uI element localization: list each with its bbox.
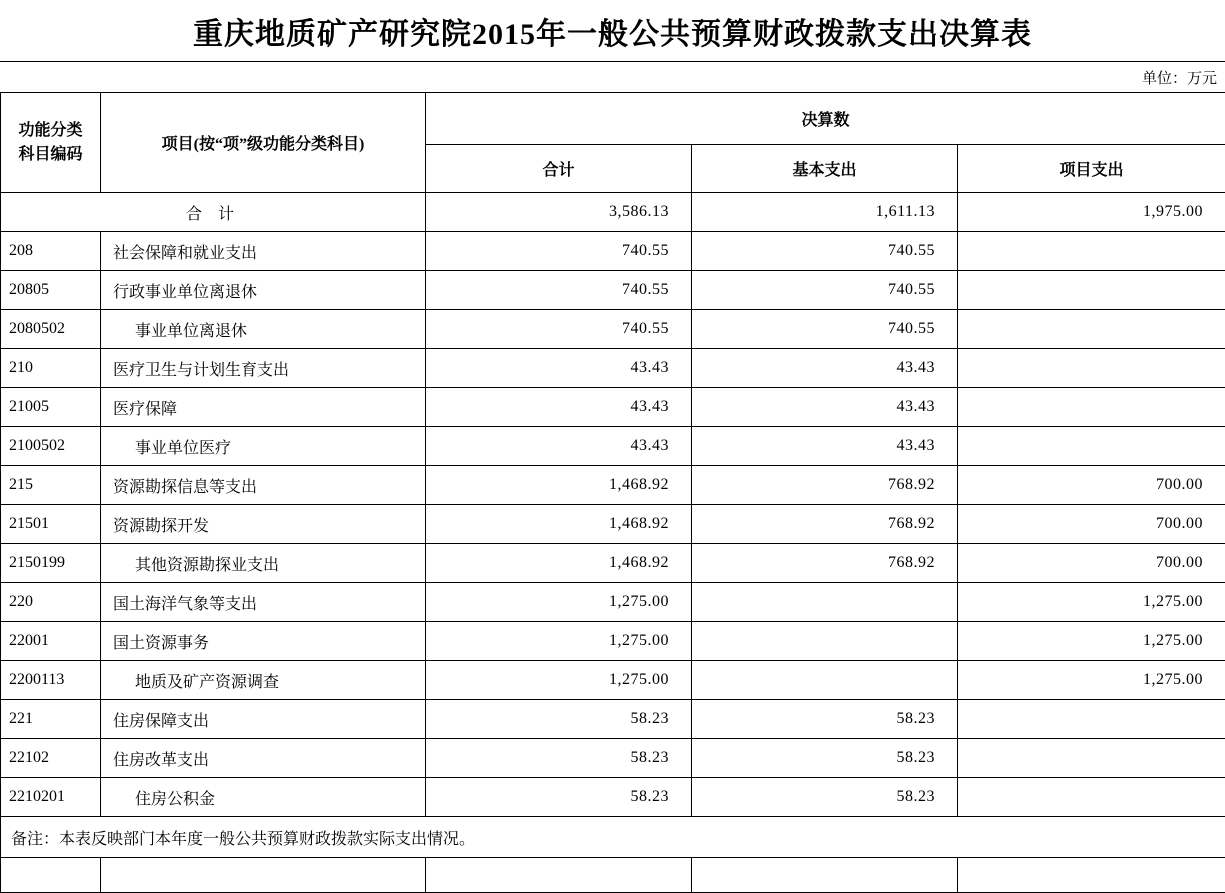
row-amount-basic: 768.92 — [692, 505, 958, 544]
table-row — [1, 544, 1225, 583]
page-title: 重庆地质矿产研究院2015年一般公共预算财政拨款支出决算表 — [193, 9, 1032, 53]
row-amount-total: 740.55 — [426, 310, 692, 349]
row-amount-total: 58.23 — [426, 739, 692, 778]
row-code: 2200113 — [1, 661, 101, 700]
table-row — [1, 778, 1225, 817]
row-amount-basic: 58.23 — [692, 778, 958, 817]
total-label: 合 计 — [1, 193, 426, 232]
table-row-total — [1, 193, 1225, 232]
row-item-name: 住房公积金 — [101, 778, 426, 817]
row-amount-project — [958, 232, 1225, 271]
unit-label-row — [0, 62, 1225, 92]
header-function-code-line1: 功能分类 — [7, 119, 94, 142]
row-amount-total: 58.23 — [426, 700, 692, 739]
row-code: 2080502 — [1, 310, 101, 349]
note-row — [1, 817, 1225, 858]
row-item-name: 地质及矿产资源调查 — [101, 661, 426, 700]
row-item-name: 资源勘探信息等支出 — [101, 466, 426, 505]
table-header — [1, 93, 1225, 193]
row-code: 21005 — [1, 388, 101, 427]
table-row — [1, 466, 1225, 505]
row-amount-project — [958, 388, 1225, 427]
row-code: 220 — [1, 583, 101, 622]
row-amount-basic — [692, 622, 958, 661]
row-amount-basic: 43.43 — [692, 427, 958, 466]
table-row — [1, 739, 1225, 778]
row-item-name: 社会保障和就业支出 — [101, 232, 426, 271]
header-function-code — [1, 93, 101, 193]
row-item-name: 其他资源勘探业支出 — [101, 544, 426, 583]
table-row — [1, 583, 1225, 622]
row-amount-project: 700.00 — [958, 544, 1225, 583]
row-amount-project — [958, 349, 1225, 388]
row-code: 2210201 — [1, 778, 101, 817]
total-amount-project: 1,975.00 — [958, 193, 1225, 232]
row-code: 20805 — [1, 271, 101, 310]
row-amount-total: 58.23 — [426, 778, 692, 817]
table-row — [1, 505, 1225, 544]
table-row — [1, 271, 1225, 310]
row-amount-basic — [692, 661, 958, 700]
table-row — [1, 310, 1225, 349]
row-amount-project — [958, 700, 1225, 739]
total-amount-total: 3,586.13 — [426, 193, 692, 232]
row-amount-total: 1,275.00 — [426, 661, 692, 700]
tail-cell-item — [101, 858, 426, 893]
table-row — [1, 349, 1225, 388]
header-total: 合计 — [426, 145, 692, 193]
row-amount-basic: 43.43 — [692, 388, 958, 427]
row-amount-total: 1,275.00 — [426, 583, 692, 622]
row-amount-total: 740.55 — [426, 271, 692, 310]
row-code: 208 — [1, 232, 101, 271]
row-item-name: 行政事业单位离退休 — [101, 271, 426, 310]
row-code: 22102 — [1, 739, 101, 778]
row-amount-project: 700.00 — [958, 466, 1225, 505]
row-amount-basic: 768.92 — [692, 544, 958, 583]
row-code: 21501 — [1, 505, 101, 544]
row-amount-basic: 58.23 — [692, 700, 958, 739]
table-row — [1, 700, 1225, 739]
row-item-name: 医疗卫生与计划生育支出 — [101, 349, 426, 388]
row-amount-basic: 43.43 — [692, 349, 958, 388]
table-row — [1, 427, 1225, 466]
row-amount-project: 1,275.00 — [958, 622, 1225, 661]
total-amount-basic: 1,611.13 — [692, 193, 958, 232]
row-item-name: 医疗保障 — [101, 388, 426, 427]
tail-row — [1, 858, 1225, 893]
row-amount-basic: 740.55 — [692, 232, 958, 271]
row-amount-total: 1,468.92 — [426, 505, 692, 544]
row-amount-total: 43.43 — [426, 427, 692, 466]
row-amount-basic — [692, 583, 958, 622]
row-amount-total: 43.43 — [426, 388, 692, 427]
row-amount-project — [958, 739, 1225, 778]
row-amount-total: 1,468.92 — [426, 466, 692, 505]
row-amount-total: 1,275.00 — [426, 622, 692, 661]
tail-cell-total — [426, 858, 692, 893]
row-amount-total: 43.43 — [426, 349, 692, 388]
table-footer — [1, 817, 1225, 893]
table-row — [1, 388, 1225, 427]
header-project-expenditure: 项目支出 — [958, 145, 1225, 193]
row-amount-project — [958, 427, 1225, 466]
row-item-name: 国土海洋气象等支出 — [101, 583, 426, 622]
row-item-name: 资源勘探开发 — [101, 505, 426, 544]
row-amount-basic: 768.92 — [692, 466, 958, 505]
row-code: 215 — [1, 466, 101, 505]
tail-cell-basic — [692, 858, 958, 893]
header-basic-expenditure: 基本支出 — [692, 145, 958, 193]
row-code: 210 — [1, 349, 101, 388]
budget-expenditure-table — [0, 92, 1225, 893]
row-amount-project: 1,275.00 — [958, 583, 1225, 622]
tail-cell-project — [958, 858, 1225, 893]
header-final-accounts: 决算数 — [426, 93, 1225, 145]
row-item-name: 住房保障支出 — [101, 700, 426, 739]
table-data-rows — [1, 232, 1225, 817]
row-amount-project — [958, 271, 1225, 310]
tail-cell-code — [1, 858, 101, 893]
row-amount-basic: 740.55 — [692, 310, 958, 349]
row-code: 2100502 — [1, 427, 101, 466]
title-bar — [0, 0, 1225, 62]
row-amount-project: 1,275.00 — [958, 661, 1225, 700]
table-row — [1, 232, 1225, 271]
row-item-name: 住房改革支出 — [101, 739, 426, 778]
unit-label: 单位：万元 — [1142, 67, 1217, 88]
row-item-name: 国土资源事务 — [101, 622, 426, 661]
row-code: 2150199 — [1, 544, 101, 583]
row-amount-basic: 740.55 — [692, 271, 958, 310]
row-amount-total: 740.55 — [426, 232, 692, 271]
row-amount-basic: 58.23 — [692, 739, 958, 778]
row-amount-total: 1,468.92 — [426, 544, 692, 583]
row-item-name: 事业单位医疗 — [101, 427, 426, 466]
header-item: 项目(按“项”级功能分类科目) — [101, 93, 426, 193]
table-row — [1, 622, 1225, 661]
row-amount-project — [958, 778, 1225, 817]
table-note: 备注：本表反映部门本年度一般公共预算财政拨款实际支出情况。 — [1, 817, 1225, 858]
header-row-top — [1, 93, 1225, 145]
table-row — [1, 661, 1225, 700]
table-body — [1, 193, 1225, 232]
row-code: 22001 — [1, 622, 101, 661]
row-item-name: 事业单位离退休 — [101, 310, 426, 349]
row-amount-project — [958, 310, 1225, 349]
header-function-code-line2: 科目编码 — [7, 143, 94, 166]
row-code: 221 — [1, 700, 101, 739]
row-amount-project: 700.00 — [958, 505, 1225, 544]
